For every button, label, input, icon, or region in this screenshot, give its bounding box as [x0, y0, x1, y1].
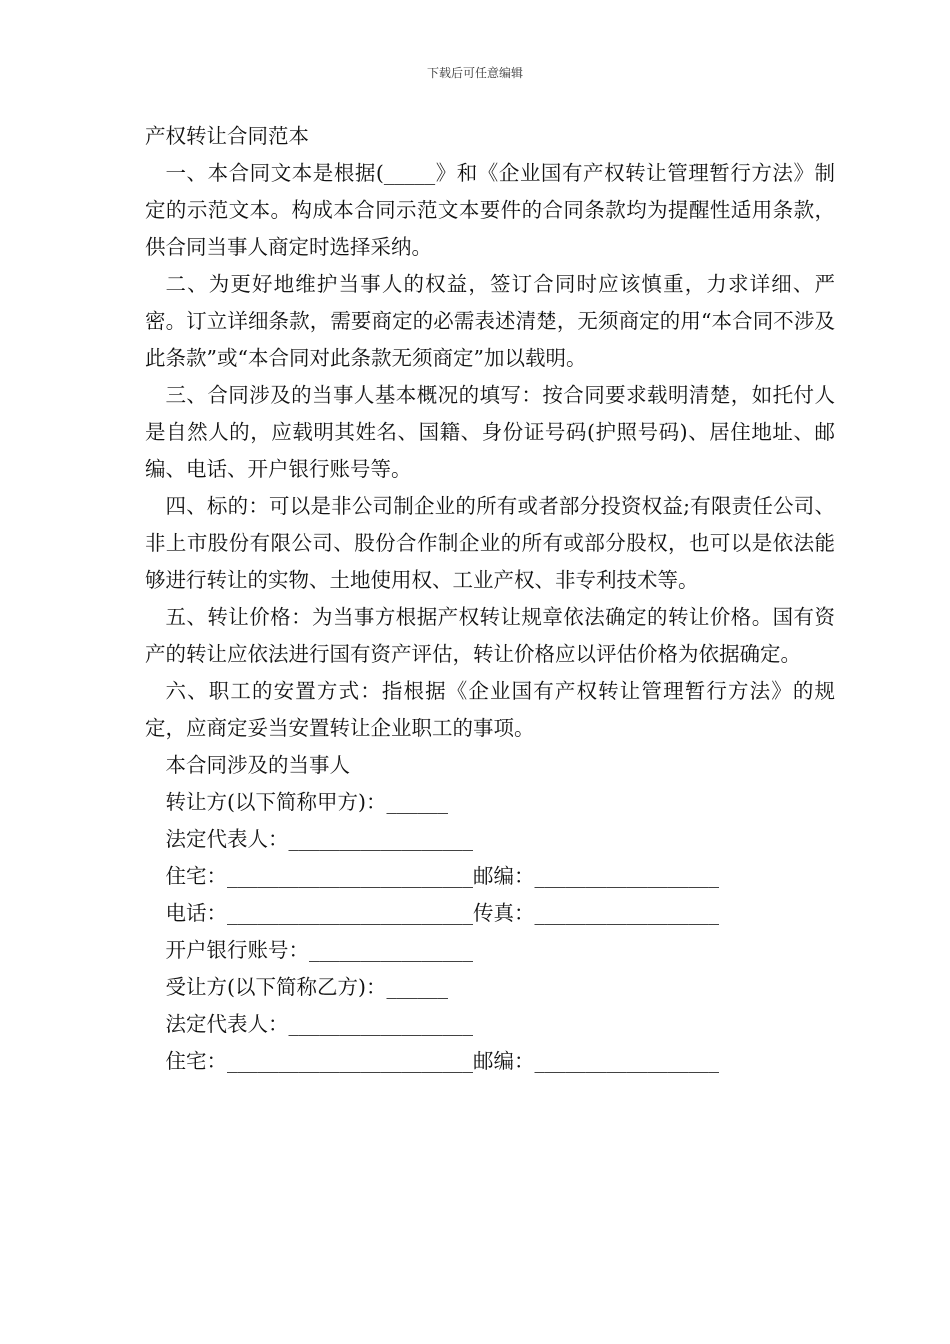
transferee-field: 受让方(以下简称乙方)：______: [165, 975, 448, 999]
transferor-field: 转让方(以下简称甲方)：______: [165, 790, 448, 814]
page-header: 下载后可任意编辑: [426, 66, 523, 80]
transferee-legal-rep-field: 法定代表人：__________________: [165, 1012, 473, 1036]
paragraph-2: 二、为更好地维护当事人的权益，签订合同时应该慎重，力求详细、严密。订立详细条款，需要商定的必需表述清楚，无须商定的用“本合同不涉及此条款”或“本合同对此条款无须商定”加以载明。: [145, 272, 835, 370]
transferor-address-postcode-field: 住宅：________________________邮编：__________________: [165, 864, 719, 888]
paragraph-4: 四、标的：可以是非公司制企业的所有或者部分投资权益;有限责任公司、非上市股份有限公司、股份合作制企业的所有或部分股权，也可以是依法能够进行转让的实物、土地使用权、工业产权、非专利技术等。: [145, 494, 835, 592]
paragraph-5: 五、转让价格：为当事方根据产权转让规章依法确定的转让价格。国有资产的转让应依法进行国有资产评估，转让价格应以评估价格为依据确定。: [145, 605, 835, 666]
document-title: 产权转让合同范本: [145, 124, 309, 148]
transferor-legal-rep-field: 法定代表人：__________________: [165, 827, 473, 851]
document-body: [145, 118, 835, 1080]
paragraph-3: 三、合同涉及的当事人基本概况的填写：按合同要求载明清楚，如托付人是自然人的，应载明其姓名、国籍、身份证号码(护照号码)、居住地址、邮编、电话、开户银行账号等。: [145, 383, 835, 481]
transferor-bank-account-field: 开户银行账号：________________: [165, 938, 473, 962]
transferee-address-postcode-field: 住宅：________________________邮编：__________________: [165, 1049, 719, 1073]
paragraph-1: 一、本合同文本是根据(_____》和《企业国有产权转让管理暂行方法》制定的示范文本。构成本合同示范文本要件的合同条款均为提醒性适用条款，供合同当事人商定时选择采纳。: [145, 161, 835, 259]
transferor-phone-fax-field: 电话：________________________传真：__________________: [165, 901, 719, 925]
parties-heading: 本合同涉及的当事人: [165, 753, 350, 777]
paragraph-6: 六、职工的安置方式：指根据《企业国有产权转让管理暂行方法》的规定，应商定妥当安置转让企业职工的事项。: [145, 679, 835, 740]
